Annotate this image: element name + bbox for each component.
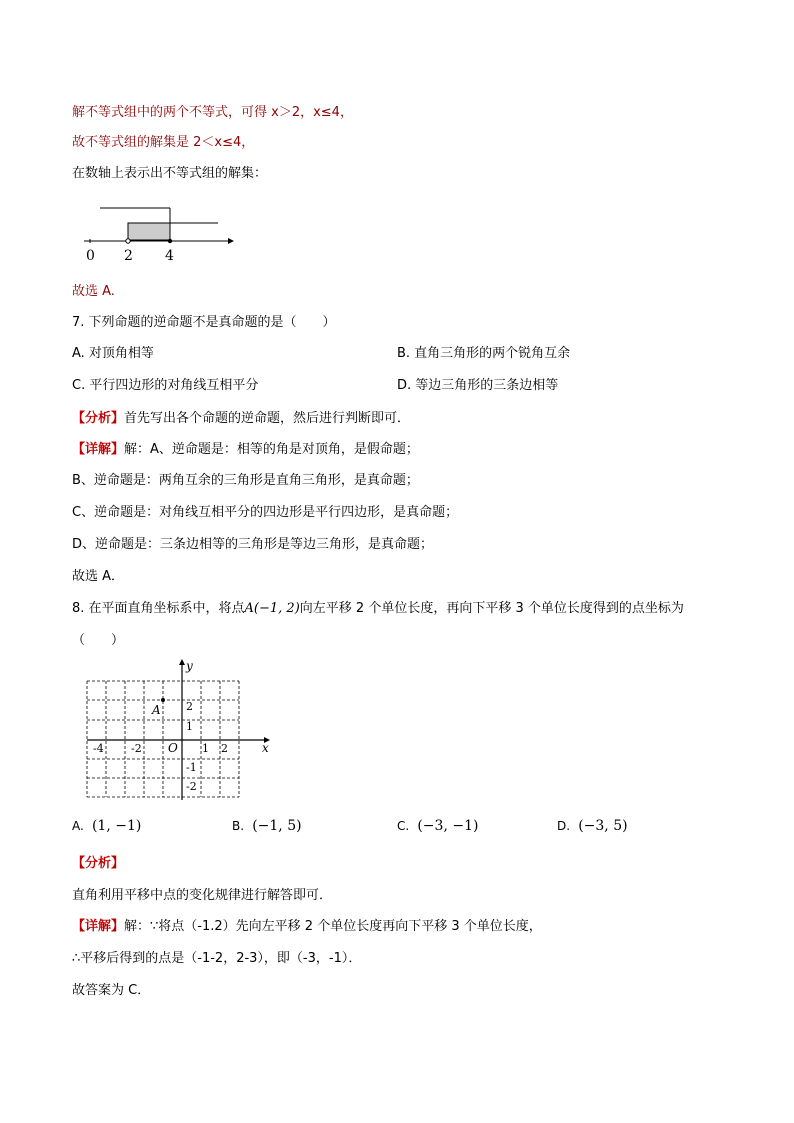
point-a-label: A: [152, 703, 161, 717]
q7-analysis: [72, 410, 410, 428]
q8-analysis-tag: 【分析】: [72, 856, 125, 871]
x-tick-neg2: -2: [131, 742, 142, 755]
q7-detail-b: B、逆命题是：两角互余的三角形是直角三角形，是真命题；: [72, 473, 419, 488]
q8-text-a: 8. 在平面直角坐标系中，将点: [72, 601, 245, 616]
q8-option-a: [72, 817, 141, 836]
q8-option-c-value: (−3, −1): [417, 818, 479, 834]
q7-option-b: B. 直角三角形的两个锐角互余: [397, 346, 571, 361]
y-tick-1: 1: [186, 720, 193, 733]
y-tick-2: 2: [186, 700, 193, 713]
q8-option-d-value: (−3, 5): [578, 818, 628, 834]
choose-a-line: 故选 A.: [72, 284, 115, 299]
q7-answer: 故选 A．: [72, 569, 125, 584]
q8-option-d-label: D.: [557, 819, 571, 833]
q8-option-c: [397, 817, 478, 836]
q7-option-c: C. 平行四边形的对角线互相平分: [72, 378, 259, 393]
q8-point: A(−1, 2): [244, 601, 300, 616]
q8-option-b-label: B.: [232, 819, 245, 833]
q8-option-c-label: C.: [397, 819, 410, 833]
q7-detail-d: D、逆命题是：三条边相等的三角形是等边三角形，是真命题；: [72, 537, 434, 552]
q7-detail-c: C、逆命题是：对角线互相平分的四边形是平行四边形，是真命题；: [72, 505, 459, 520]
q8-detail: [72, 918, 542, 936]
detail-text: 解：A、逆命题是：相等的角是对顶角，是假命题；: [124, 442, 419, 457]
q8-detail-tag: 【详解】: [72, 919, 125, 934]
analysis-text: 首先写出各个命题的逆命题，然后进行判断即可．: [124, 411, 411, 426]
x-axis-label: x: [262, 741, 269, 755]
question-8: [72, 600, 684, 618]
solution-line-3: 在数轴上表示出不等式组的解集：: [72, 166, 268, 181]
analysis-tag: 【分析】: [72, 411, 125, 426]
x-tick-2: 2: [221, 742, 228, 755]
numberline-label-0: 0: [86, 248, 95, 264]
q8-paren: （ ）: [72, 633, 125, 648]
q8-option-d: [557, 817, 628, 836]
q8-then: ∴平移后得到的点是（-1-2，2-3），即（-3，-1）．: [72, 951, 362, 966]
x-tick-1: 1: [202, 742, 209, 755]
solution-line-1: 解不等式组中的两个不等式，可得 x＞2，x≤4，: [72, 105, 353, 120]
y-tick-neg2: -2: [186, 780, 197, 793]
q8-detail-text: 解：∵将点（-1.2）先向左平移 2 个单位长度再向下平移 3 个单位长度，: [124, 919, 542, 934]
q8-option-a-label: A.: [72, 819, 84, 833]
y-tick-neg1: -1: [186, 761, 197, 774]
origin-label: O: [168, 741, 178, 755]
q8-text-b: 向左平移 2 个单位长度，再向下平移 3 个单位长度得到的点坐标为: [299, 601, 684, 616]
coordinate-grid: [82, 658, 282, 803]
solution-line-2: 故不等式组的解集是 2＜x≤4，: [72, 135, 255, 150]
x-tick-neg4: -4: [93, 742, 104, 755]
y-axis-label: y: [186, 659, 193, 673]
q8-answer: 故答案为 C．: [72, 983, 151, 998]
q7-option-d: D. 等边三角形的三条边相等: [397, 378, 559, 393]
numberline-label-2: 2: [124, 248, 133, 264]
q8-option-b-value: (−1, 5): [252, 818, 302, 834]
numberline-label-4: 4: [165, 248, 174, 264]
detail-tag: 【详解】: [72, 442, 125, 457]
number-line-figure: [78, 203, 238, 265]
q7-option-a: A. 对顶角相等: [72, 346, 154, 361]
q7-detail: [72, 441, 419, 459]
question-7: 7. 下列命题的逆命题不是真命题的是（ ）: [72, 315, 336, 330]
q8-analysis: 直角利用平移中点的变化规律进行解答即可．: [72, 888, 333, 903]
q8-option-b: [232, 817, 302, 836]
q8-option-a-value: (1, −1): [91, 818, 142, 834]
